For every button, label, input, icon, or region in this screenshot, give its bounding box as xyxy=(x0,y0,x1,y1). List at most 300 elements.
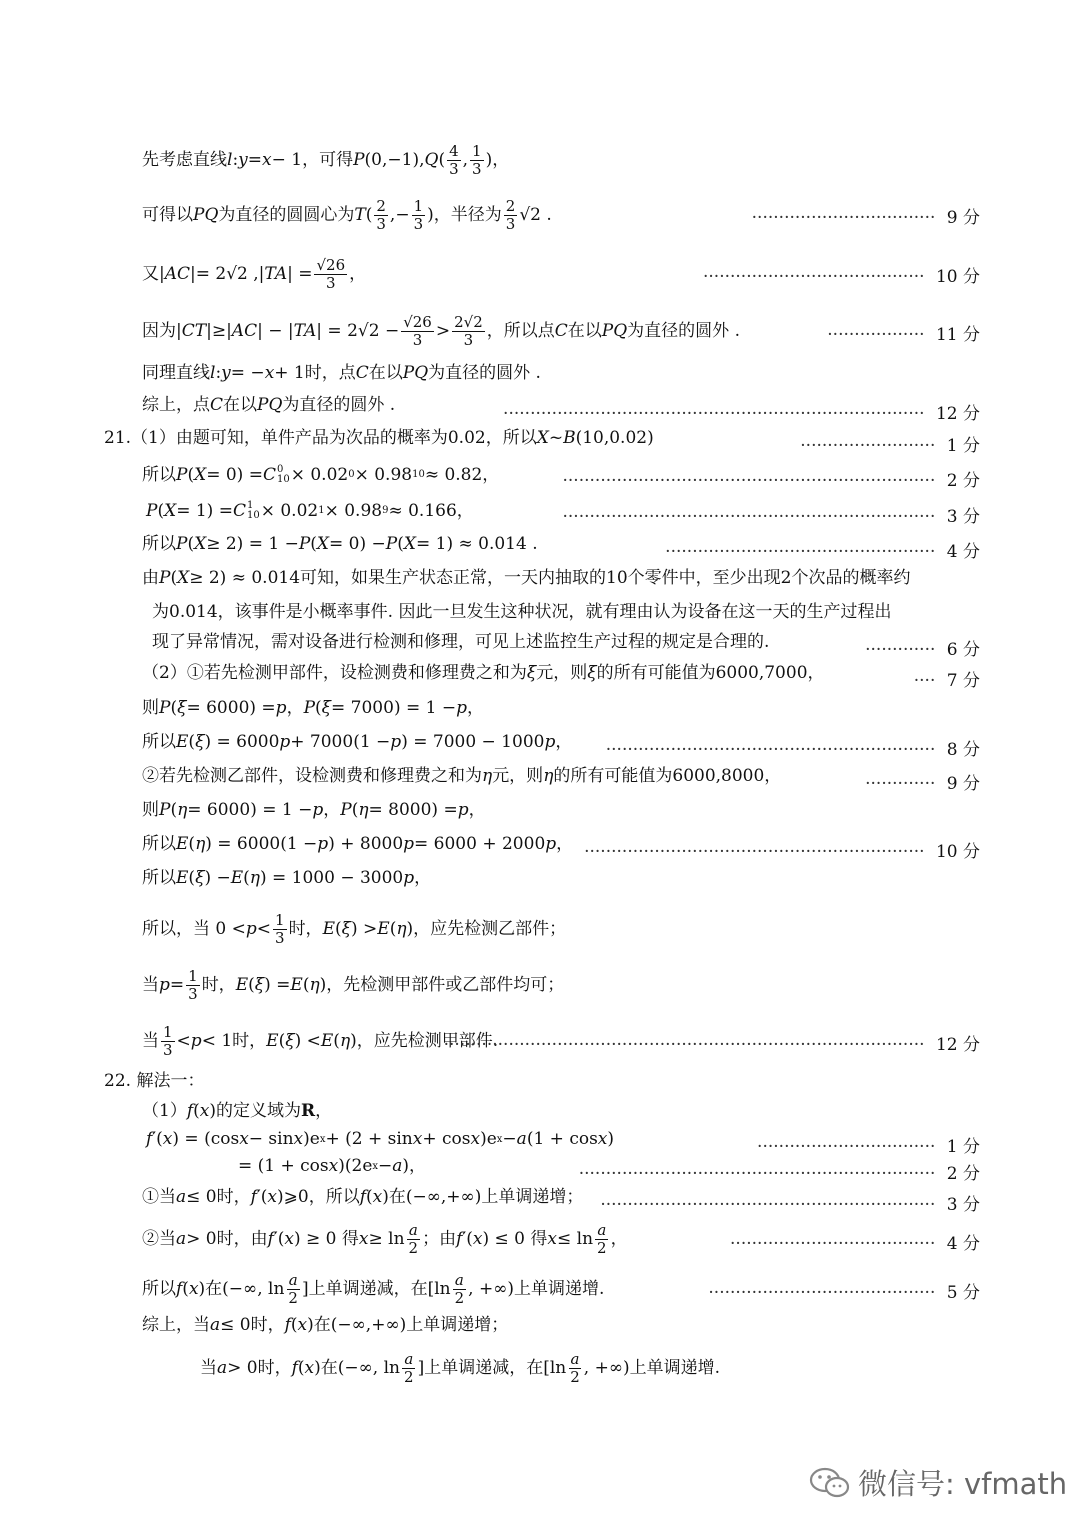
text-run: )在(−∞,+∞)上单调递增； xyxy=(382,1187,584,1207)
math-var: p xyxy=(275,698,287,718)
text-run: ( xyxy=(187,464,195,485)
math-var: E xyxy=(230,868,244,888)
math-var: f xyxy=(456,1229,463,1250)
math-var: x xyxy=(358,1229,369,1250)
dot-leader: ·············································································· xyxy=(503,404,925,424)
dot-leader: ·················· xyxy=(827,325,925,345)
text-run: ( xyxy=(187,534,195,554)
text-run: )在(−∞,+∞)上单调递增； xyxy=(307,1315,509,1335)
text-run: 综上，当 xyxy=(142,1315,210,1335)
text-run: 元，则 xyxy=(536,663,588,683)
math-var: f xyxy=(176,1279,183,1300)
text-line xyxy=(142,365,541,382)
fraction xyxy=(595,1222,609,1258)
wechat-icon xyxy=(808,1466,852,1500)
math-var: PQ xyxy=(193,205,219,226)
text-run: 又| xyxy=(142,264,165,285)
text-run: ( xyxy=(278,1031,286,1052)
math-var: PQ xyxy=(402,363,429,383)
math-var: x xyxy=(547,1229,557,1250)
text-line xyxy=(142,397,395,414)
math-var: x xyxy=(264,363,275,383)
text-run: )，应先检测甲部件. xyxy=(350,1031,499,1052)
score-label: 6 分 xyxy=(941,640,980,660)
fraction xyxy=(374,198,388,234)
text-run: 所以 xyxy=(142,1279,176,1300)
math-var: C xyxy=(262,464,276,485)
math-var: p xyxy=(403,868,415,888)
score-label: 10 分 xyxy=(930,842,980,862)
score-mark xyxy=(563,466,981,491)
math-var: ξ xyxy=(587,663,597,683)
text-run: > xyxy=(435,321,451,342)
text-line xyxy=(142,802,486,819)
text-run: )(2e xyxy=(338,1156,373,1176)
text-line xyxy=(142,836,573,853)
superscript: 0 xyxy=(348,469,355,480)
text-run: 可得以 xyxy=(142,205,193,226)
score-label: 12 分 xyxy=(930,1035,980,1055)
fraction-numerator: 2 xyxy=(376,197,386,215)
math-var: x xyxy=(262,150,272,171)
fraction-numerator: a xyxy=(570,1350,580,1368)
math-var: X xyxy=(403,534,416,554)
score-mark xyxy=(703,262,980,287)
score-label: 3 分 xyxy=(941,1195,980,1215)
fraction xyxy=(504,198,518,234)
score-label: 7 分 xyxy=(941,671,980,691)
math-var: TA xyxy=(293,321,317,342)
math-var: E xyxy=(176,868,189,888)
text-run: ′( xyxy=(462,1229,473,1250)
fraction-denominator: 3 xyxy=(413,215,424,234)
text-run: 则 xyxy=(142,800,159,820)
text-line xyxy=(142,143,509,179)
score-mark xyxy=(865,769,980,794)
text-line xyxy=(142,570,910,587)
fraction xyxy=(470,143,484,179)
text-run: ，所以点 xyxy=(486,321,555,342)
score-label: 1 分 xyxy=(941,436,980,456)
text-run: (0,−1), xyxy=(364,150,425,171)
math-var: f xyxy=(284,1315,291,1335)
math-var: f xyxy=(291,1358,298,1379)
score-mark xyxy=(865,635,980,660)
math-var: a xyxy=(217,1358,228,1379)
math-var: P xyxy=(303,698,316,718)
text-run: = xyxy=(247,150,263,171)
text-run: ( xyxy=(397,534,404,554)
text-run: − sin xyxy=(248,1129,294,1149)
math-var: η xyxy=(543,766,554,786)
text-run: ) < xyxy=(294,1031,321,1052)
text-run: 为直径的圆外 . xyxy=(282,395,396,415)
text-run: = 7000) = 1 − xyxy=(331,698,457,718)
math-var: x xyxy=(597,1129,608,1149)
math-var: y xyxy=(238,150,248,171)
math-var: P xyxy=(176,534,188,554)
text-run: ′( xyxy=(256,1187,268,1207)
fraction-denominator: 3 xyxy=(326,274,336,293)
dot-leader: ······································ xyxy=(730,1234,936,1254)
text-run: )，应先检测乙部件； xyxy=(406,919,567,940)
math-var: p xyxy=(279,732,291,752)
text-run: ( xyxy=(193,1101,200,1121)
math-var: E xyxy=(290,975,303,996)
text-run: ( xyxy=(302,975,310,996)
text-run: ， xyxy=(315,1101,333,1121)
text-run: ≈ 0.166， xyxy=(388,500,474,521)
text-line xyxy=(104,1073,204,1090)
text-run: 在以 xyxy=(223,395,258,415)
text-run: |≥| xyxy=(206,321,232,342)
math-var: x xyxy=(470,1129,481,1149)
text-run: ]上单调递减，在[ln xyxy=(301,1279,451,1300)
text-run: |= 2√2 ,| xyxy=(190,264,265,285)
dot-leader: ············· xyxy=(865,640,936,660)
score-mark xyxy=(752,203,980,228)
fraction-denominator: 3 xyxy=(188,985,198,1004)
score-mark xyxy=(563,502,981,527)
math-var: a xyxy=(516,1129,527,1149)
math-var: f xyxy=(250,1187,257,1207)
fraction-numerator: 1 xyxy=(472,142,482,160)
text-run: 的所有可能值为6000,7000， xyxy=(596,663,825,683)
score-mark xyxy=(665,537,980,562)
text-run: （1） xyxy=(142,1101,187,1121)
superscript: x xyxy=(319,1133,326,1145)
score-label: 5 分 xyxy=(941,1283,980,1303)
dot-leader: ······························································ xyxy=(600,1195,936,1215)
math-var: p xyxy=(245,919,257,940)
fraction-denominator: 3 xyxy=(505,215,516,234)
text-run: 所以 xyxy=(142,464,176,485)
text-run: ) > xyxy=(351,919,378,940)
text-run: 当 xyxy=(142,975,159,996)
math-var: X xyxy=(194,534,207,554)
math-var: C xyxy=(232,500,246,521)
math-var: Q xyxy=(424,150,439,171)
text-line xyxy=(142,1272,604,1308)
text-run: ) xyxy=(607,1129,615,1149)
fraction-denominator: 3 xyxy=(412,331,423,350)
score-label: 10 分 xyxy=(930,267,980,287)
text-run: × 0.98 xyxy=(324,500,383,521)
text-run: − xyxy=(378,1156,393,1176)
fraction-denominator: 2 xyxy=(404,1368,414,1387)
text-run: 所以，当 0 < xyxy=(142,919,246,940)
math-var: η xyxy=(195,834,206,854)
fraction-denominator: 3 xyxy=(376,215,386,234)
math-var: AC xyxy=(164,264,191,285)
math-var: x xyxy=(199,1101,210,1121)
text-run: | = xyxy=(287,264,313,285)
text-line xyxy=(146,501,474,521)
math-var: x xyxy=(188,1279,199,1300)
text-run: 元，则 xyxy=(492,766,544,786)
dot-leader: ························· xyxy=(800,436,936,456)
text-line xyxy=(142,1222,628,1258)
text-run: 由 xyxy=(142,568,159,588)
fraction xyxy=(568,1351,582,1387)
fraction-denominator: 3 xyxy=(163,1041,173,1060)
text-run: ；由 xyxy=(422,1229,457,1250)
score-label: 2 分 xyxy=(941,471,980,491)
text-run: ≤ ln xyxy=(556,1229,594,1250)
math-var: ξ xyxy=(195,868,205,888)
text-line xyxy=(238,1158,426,1175)
score-mark xyxy=(444,1030,980,1055)
text-run: ′( xyxy=(273,1229,285,1250)
text-run: = 6000) = xyxy=(186,698,276,718)
text-run: ,− xyxy=(389,205,410,226)
text-line xyxy=(142,1103,332,1120)
math-var: p xyxy=(544,732,556,752)
math-var: η xyxy=(396,919,407,940)
fraction-numerator: a xyxy=(408,1221,418,1239)
text-run: ( xyxy=(170,568,178,588)
fraction-denominator: 3 xyxy=(472,160,482,179)
text-run: > 0时， xyxy=(227,1358,292,1379)
text-run: )在(−∞, ln xyxy=(198,1279,285,1300)
text-run: )， xyxy=(402,1156,427,1176)
fraction-denominator: 3 xyxy=(463,331,474,350)
math-var: x xyxy=(304,1358,315,1379)
math-var: C xyxy=(355,363,369,383)
math-var: x xyxy=(328,1156,339,1176)
math-var: ξ xyxy=(526,663,537,683)
math-var: E xyxy=(322,919,335,940)
text-run: × 0.02 xyxy=(260,500,319,521)
text-run: ≥ ln xyxy=(368,1229,405,1250)
fraction-denominator: 2 xyxy=(570,1368,580,1387)
math-var: a xyxy=(210,1315,221,1335)
text-run: )， xyxy=(485,150,510,171)
score-mark xyxy=(600,1190,980,1215)
math-var: y xyxy=(221,363,231,383)
dot-leader: ············· xyxy=(865,774,936,794)
text-line xyxy=(142,314,740,350)
math-var: C xyxy=(554,321,568,342)
text-run: ②当 xyxy=(142,1229,176,1250)
math-var: a xyxy=(176,1187,187,1207)
math-var: x xyxy=(284,1229,294,1250)
math-var: P xyxy=(353,150,365,171)
fraction-denominator: 2 xyxy=(288,1289,298,1308)
text-run: × 0.98 xyxy=(354,464,413,485)
math-var: x xyxy=(472,1229,483,1250)
fraction xyxy=(412,198,426,234)
math-var: TA xyxy=(264,264,288,285)
text-run: ≥ 2) ≈ 0.014可知，如果生产状态正常，一天内抽取的10个零件中，至少出现2个次品的概率约 xyxy=(189,568,911,588)
fraction-denominator: 2 xyxy=(597,1239,607,1258)
text-run: ， xyxy=(610,1229,628,1250)
text-run: × 0.02 xyxy=(290,464,349,485)
text-line xyxy=(142,734,572,751)
math-var: f xyxy=(359,1187,366,1207)
text-run: 所以 xyxy=(142,834,176,854)
text-run: (1 + cos xyxy=(526,1129,598,1149)
text-run: 当 xyxy=(142,1031,159,1052)
text-run: ( xyxy=(248,975,255,996)
text-run: ( xyxy=(315,698,322,718)
fraction xyxy=(273,912,287,948)
dot-leader: ···· xyxy=(913,671,936,691)
text-run: ， xyxy=(556,834,574,854)
text-run: ( xyxy=(389,919,397,940)
text-run: < xyxy=(256,919,272,940)
text-run: < 1时， xyxy=(201,1031,267,1052)
sub-sup xyxy=(277,465,290,485)
dot-leader: ·········································· xyxy=(708,1283,936,1303)
math-var: P xyxy=(298,534,311,554)
score-label: 2 分 xyxy=(941,1164,980,1184)
fraction-numerator: a xyxy=(288,1271,298,1289)
score-label: 1 分 xyxy=(941,1137,980,1157)
text-run: = − xyxy=(230,363,265,383)
text-run: > 0时，由 xyxy=(186,1229,268,1250)
fraction-numerator: a xyxy=(454,1271,464,1289)
score-label: 8 分 xyxy=(941,740,980,760)
text-run: = 1) ≈ 0.014 . xyxy=(415,534,538,554)
text-run: ( xyxy=(366,1187,373,1207)
math-var: AC xyxy=(231,321,258,342)
text-run: 综上，点 xyxy=(142,395,210,415)
math-var: η xyxy=(177,800,188,820)
math-var: X xyxy=(177,568,190,588)
text-run: ， xyxy=(468,800,486,820)
text-run: ~ xyxy=(548,428,564,448)
text-run: ) ≥ 0 得 xyxy=(294,1229,359,1250)
text-run: )，半径为 xyxy=(427,205,502,226)
math-var: B xyxy=(563,428,576,448)
text-run: ) = 1000 − 3000 xyxy=(259,868,404,888)
text-run: ①当 xyxy=(142,1187,176,1207)
dot-leader: ································· xyxy=(757,1137,936,1157)
math-var: a xyxy=(392,1156,403,1176)
text-run: ， xyxy=(555,732,573,752)
score-mark xyxy=(503,399,980,424)
text-run: 为直径的圆外 . xyxy=(428,363,541,383)
math-var: x xyxy=(267,1187,277,1207)
score-label: 4 分 xyxy=(941,1234,980,1254)
text-run: ) = 6000 xyxy=(204,732,280,752)
text-line xyxy=(142,870,431,887)
text-run: , +∞)上单调递增. xyxy=(583,1358,721,1379)
text-line xyxy=(146,1131,614,1148)
math-var: x xyxy=(162,1129,173,1149)
subscript: 10 xyxy=(276,474,290,485)
fraction-denominator: 3 xyxy=(275,929,285,948)
text-run: ， xyxy=(323,800,341,820)
text-run: ( xyxy=(290,1315,298,1335)
text-run: ) = 6000(1 − xyxy=(205,834,318,854)
math-var: x xyxy=(372,1187,383,1207)
text-line xyxy=(142,1317,508,1334)
text-run: ) − xyxy=(204,868,231,888)
text-run: （2）①若先检测甲部件，设检测费和修理费之和为 xyxy=(142,663,527,683)
math-var: P xyxy=(159,568,171,588)
fraction xyxy=(447,143,461,179)
text-run: ≈ 0.82， xyxy=(424,464,500,485)
fraction xyxy=(453,1272,467,1308)
text-run: = (1 + cos xyxy=(238,1156,329,1176)
fraction xyxy=(314,257,347,293)
dot-leader: ························································································· xyxy=(443,1035,925,1055)
text-run: + 7000(1 − xyxy=(290,732,391,752)
text-run: 所以 xyxy=(142,534,176,554)
fraction xyxy=(402,1351,416,1387)
text-run: : xyxy=(232,150,239,171)
text-run: 22. 解法一： xyxy=(104,1071,205,1091)
fraction xyxy=(286,1272,300,1308)
math-var: p xyxy=(190,1031,202,1052)
math-var: P xyxy=(159,800,171,820)
text-run: ≤ 0时， xyxy=(220,1315,285,1335)
math-var: T xyxy=(354,205,366,226)
text-run: ( xyxy=(297,1358,305,1379)
math-var: f xyxy=(267,1229,274,1250)
fraction-numerator: 1 xyxy=(413,197,424,215)
text-run: 的所有可能值为6000,8000， xyxy=(553,766,782,786)
text-run: , xyxy=(462,150,469,171)
superscript: 10 xyxy=(412,469,425,480)
fraction xyxy=(407,1222,421,1258)
dot-leader: ····························································· xyxy=(605,740,936,760)
math-var: p xyxy=(456,698,467,718)
math-var: a xyxy=(176,1229,187,1250)
score-label: 9 分 xyxy=(941,208,980,228)
math-var: E xyxy=(377,919,390,940)
text-run: + (2 + sin xyxy=(325,1129,413,1149)
text-run: ( xyxy=(188,868,196,888)
text-line xyxy=(142,665,825,682)
text-line xyxy=(142,465,499,485)
text-run: ( xyxy=(188,834,196,854)
text-run: ≤ 0时， xyxy=(186,1187,251,1207)
score-label: 4 分 xyxy=(941,542,980,562)
math-var: CT xyxy=(181,321,207,342)
text-line xyxy=(142,257,366,293)
text-run: 在以 xyxy=(368,363,403,383)
text-run: ( xyxy=(365,205,373,226)
text-run: ) = 7000 − 1000 xyxy=(401,732,545,752)
text-run: = 8000) = xyxy=(368,800,458,820)
text-run: ]上单调递减，在[ln xyxy=(417,1358,567,1379)
text-run: = 6000) = 1 − xyxy=(187,800,313,820)
text-run: 当 xyxy=(200,1358,217,1379)
text-run: 21.（1）由题可知，单件产品为次品的概率为0.02，所以 xyxy=(104,428,537,448)
score-label: 3 分 xyxy=(941,507,980,527)
text-run: ( xyxy=(188,732,196,752)
math-var: p xyxy=(403,834,415,854)
text-line xyxy=(142,1189,583,1206)
wechat-watermark xyxy=(808,1462,1067,1503)
math-var: X xyxy=(194,464,207,485)
text-run: = 1) = xyxy=(176,500,233,521)
text-run: ②若先检测乙部件，设检测费和修理费之和为 xyxy=(142,766,482,786)
math-var: PQ xyxy=(601,321,628,342)
text-run: | = 2√2 − xyxy=(316,321,400,342)
text-line xyxy=(142,536,538,553)
text-line xyxy=(142,700,484,717)
superscript: 1 xyxy=(318,505,325,516)
fraction-numerator: 2 xyxy=(505,197,516,215)
dot-leader: ·································· xyxy=(751,208,936,228)
score-mark xyxy=(584,837,980,862)
math-var: p xyxy=(312,800,324,820)
math-var: x xyxy=(293,1129,304,1149)
